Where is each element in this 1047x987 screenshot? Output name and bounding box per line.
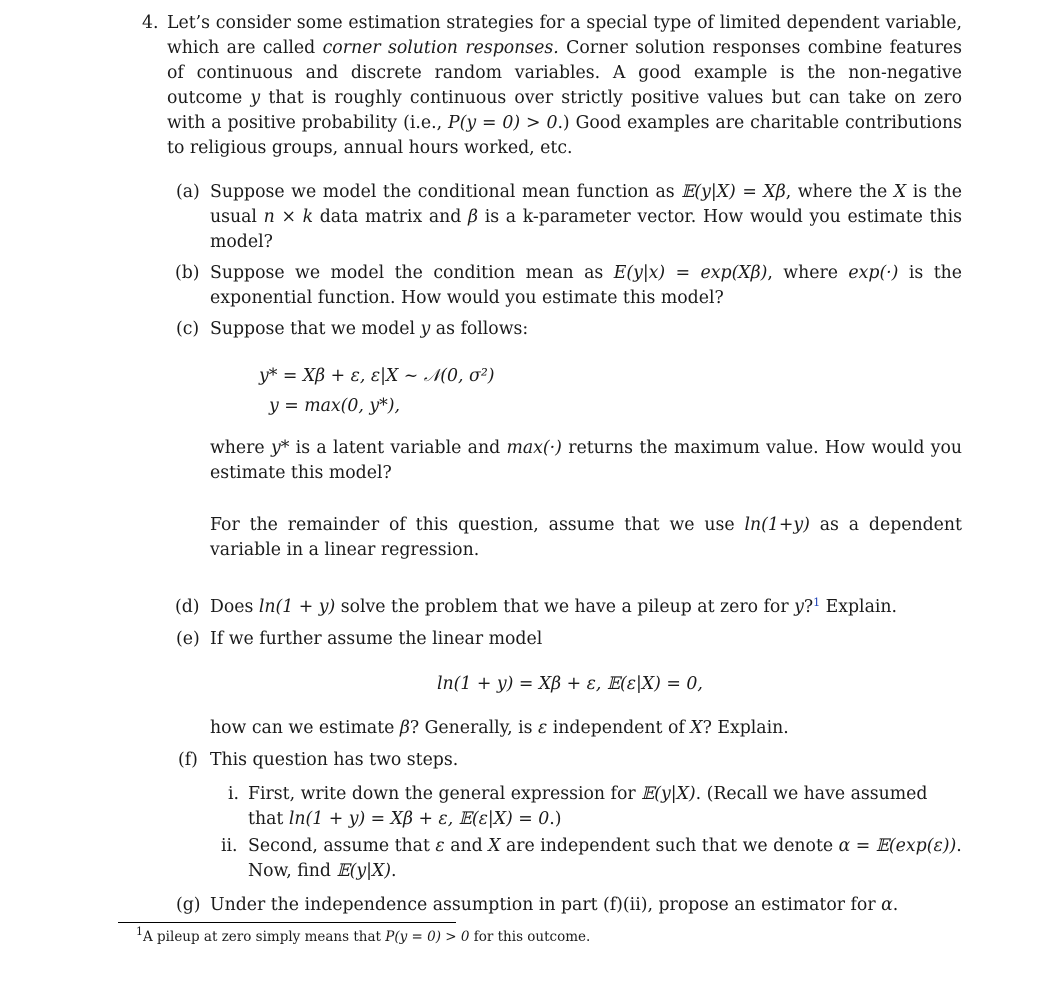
footnote-rule — [118, 922, 456, 923]
part-c-label: (c) — [176, 319, 200, 339]
footnote-ref[interactable]: 1 — [813, 596, 821, 609]
footnote: $^1$A pileup at zero simply means that P(y = 0) > 0 for this outcome. — [136, 925, 591, 945]
equation-latent: y* = Xβ + ε, ε|X ~ 𝒩(0, σ²) — [259, 366, 495, 386]
part-e-question: how can we estimate β? Generally, is ε independent of X? Explain. — [210, 718, 789, 738]
equation-censor: y = max(0, y*), — [269, 396, 401, 416]
term-corner-solution: corner solution responses. — [322, 38, 559, 58]
part-g-text: Under the independence assumption in part (f)(ii), propose an estimator for α. — [210, 895, 899, 915]
part-f-ii-label: ii. — [221, 836, 238, 856]
remainder-note: For the remainder of this question, assume that we use ln(1+y) as a dependent variable in a linear regression. — [210, 515, 962, 560]
part-a-text: Suppose we model the conditional mean function as 𝔼(y|X) = Xβ, where the X is the usual n × k data matrix and β is a k-parameter vector. How would you estimate this model? — [210, 182, 963, 252]
part-f-i-label: i. — [228, 784, 240, 804]
part-f-text: This question has two steps. — [210, 750, 459, 770]
part-b-text: Suppose we model the condition mean as E(y|x) = exp(Xβ), where exp(·) is the exponential function. How would you estimate this model? — [210, 263, 963, 308]
part-c-followup: where y* is a latent variable and max(·) returns the maximum value. How would you estimate this model? — [210, 438, 962, 483]
part-c-text: Suppose that we model y as follows: — [210, 319, 529, 339]
part-e-label: (e) — [176, 629, 200, 649]
equation-log-linear: ln(1 + y) = Xβ + ε, 𝔼(ε|X) = 0, — [437, 674, 703, 694]
part-b-label: (b) — [175, 263, 200, 283]
math-prob-zero: P(y = 0) > 0 — [447, 113, 558, 133]
part-f-label: (f) — [178, 750, 198, 770]
problem-intro: Let’s consider some estimation strategies for a special type of limited dependent variable, which are called corner solution responses. Corner solution responses combine features of continuous and discrete random variables. A good example is the non-negative outcome y that is roughly continuous over strictly positive values but can take on zero with a positive probability (i.e., P(y = 0) > 0.) Good examples are charitable contributions to religious groups, annual hours worked, etc. — [167, 13, 962, 158]
part-d-text: Does ln(1 + y) solve the problem that we have a pileup at zero for y?$^1$ Explain. — [210, 596, 898, 617]
part-e-text: If we further assume the linear model — [210, 629, 543, 649]
part-d-label: (d) — [175, 597, 200, 617]
footnote-mark: 1 — [136, 925, 143, 938]
part-f-i-text: First, write down the general expression for 𝔼(y|X). (Recall we have assumed that ln(1 + y) = Xβ + ε, 𝔼(ε|X) = 0.) — [248, 784, 928, 829]
problem-number: 4. — [142, 13, 159, 33]
part-a-label: (a) — [176, 182, 200, 202]
part-f-ii-text: Second, assume that ε and X are independent such that we denote α = 𝔼(exp(ε)). Now, find 𝔼(y|X). — [248, 836, 962, 881]
part-g-label: (g) — [176, 895, 201, 915]
